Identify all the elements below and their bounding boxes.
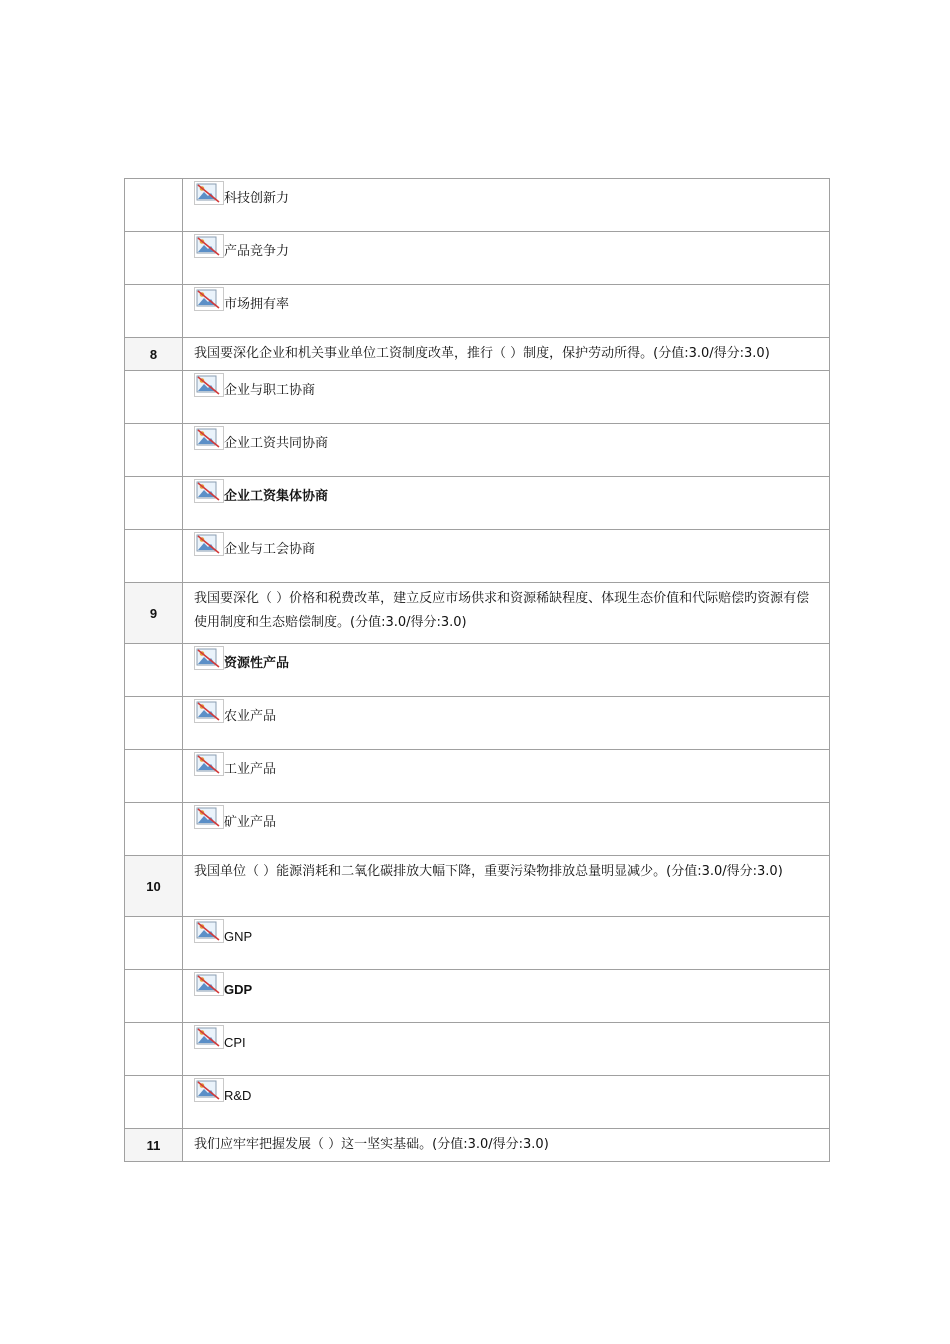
option-row-selected[interactable]	[125, 970, 830, 1023]
broken-image-icon	[194, 1078, 224, 1102]
option-row[interactable]	[125, 1076, 830, 1129]
broken-image-icon	[194, 373, 224, 397]
option-row[interactable]	[125, 232, 830, 285]
option-number-cell	[125, 970, 183, 1023]
option-number-cell	[125, 750, 183, 803]
broken-image-icon	[194, 699, 224, 723]
option-row[interactable]	[125, 179, 830, 232]
option-cell[interactable]	[183, 232, 830, 285]
option-number-cell	[125, 917, 183, 970]
question-number: 9	[125, 583, 183, 644]
question-row	[125, 1129, 830, 1162]
option-label: 企业与职工协商	[224, 383, 316, 398]
option-label: 企业与工会协商	[224, 542, 316, 557]
broken-image-icon	[194, 1025, 224, 1049]
option-cell[interactable]	[183, 179, 830, 232]
broken-image-icon	[194, 646, 224, 670]
option-label: 矿业产品	[224, 815, 277, 830]
option-cell[interactable]	[183, 1076, 830, 1129]
option-cell[interactable]	[183, 285, 830, 338]
option-row-selected[interactable]	[125, 477, 830, 530]
option-number-cell	[125, 285, 183, 338]
question-row	[125, 583, 830, 644]
option-cell[interactable]	[183, 803, 830, 856]
option-number-cell	[125, 530, 183, 583]
option-label-correct: GDP	[224, 982, 253, 997]
option-row[interactable]	[125, 285, 830, 338]
question-number: 10	[125, 856, 183, 917]
option-label-correct: 企业工资集体协商	[224, 489, 329, 504]
option-number-cell	[125, 1023, 183, 1076]
option-number-cell	[125, 477, 183, 530]
option-label: 工业产品	[224, 762, 277, 777]
option-label-correct: 资源性产品	[224, 656, 290, 671]
broken-image-icon	[194, 532, 224, 556]
option-label: 产品竞争力	[224, 244, 290, 259]
option-row[interactable]	[125, 917, 830, 970]
option-row[interactable]	[125, 750, 830, 803]
question-text: 我国单位（ ）能源消耗和二氧化碳排放大幅下降，重要污染物排放总量明显减少。(分值:3.0/得分:3.0)	[183, 856, 830, 917]
option-cell[interactable]	[183, 644, 830, 697]
option-cell[interactable]	[183, 371, 830, 424]
broken-image-icon	[194, 181, 224, 205]
option-cell[interactable]	[183, 970, 830, 1023]
option-number-cell	[125, 179, 183, 232]
option-cell[interactable]	[183, 477, 830, 530]
option-row[interactable]	[125, 371, 830, 424]
option-cell[interactable]	[183, 697, 830, 750]
option-number-cell	[125, 803, 183, 856]
option-label: 农业产品	[224, 709, 277, 724]
option-row[interactable]	[125, 697, 830, 750]
broken-image-icon	[194, 426, 224, 450]
option-cell[interactable]	[183, 750, 830, 803]
option-label: 市场拥有率	[224, 297, 290, 312]
option-number-cell	[125, 424, 183, 477]
question-text: 我国要深化（ ）价格和税费改革，建立反应市场供求和资源稀缺程度、体现生态价值和代际赔偿旳资源有偿使用制度和生态赔偿制度。(分值:3.0/得分:3.0)	[183, 583, 830, 644]
broken-image-icon	[194, 752, 224, 776]
question-text: 我们应牢牢把握发展（ ）这一坚实基础。(分值:3.0/得分:3.0)	[183, 1129, 830, 1162]
option-cell[interactable]	[183, 530, 830, 583]
question-row	[125, 338, 830, 371]
option-label: CPI	[224, 1035, 246, 1050]
option-number-cell	[125, 644, 183, 697]
option-number-cell	[125, 232, 183, 285]
option-label: 企业工资共同协商	[224, 436, 329, 451]
option-row[interactable]	[125, 530, 830, 583]
question-number: 11	[125, 1129, 183, 1162]
option-cell[interactable]	[183, 1023, 830, 1076]
question-row	[125, 856, 830, 917]
option-label: R&D	[224, 1088, 252, 1103]
option-label: 科技创新力	[224, 191, 290, 206]
broken-image-icon	[194, 234, 224, 258]
broken-image-icon	[194, 287, 224, 311]
option-number-cell	[125, 1076, 183, 1129]
option-cell[interactable]	[183, 424, 830, 477]
broken-image-icon	[194, 919, 224, 943]
option-row[interactable]	[125, 803, 830, 856]
option-number-cell	[125, 371, 183, 424]
question-number: 8	[125, 338, 183, 371]
option-row[interactable]	[125, 424, 830, 477]
broken-image-icon	[194, 479, 224, 503]
broken-image-icon	[194, 805, 224, 829]
option-label: GNP	[224, 929, 253, 944]
broken-image-icon	[194, 972, 224, 996]
question-text: 我国要深化企业和机关事业单位工资制度改革，推行（ ）制度，保护劳动所得。(分值:3.0/得分:3.0)	[183, 338, 830, 371]
option-cell[interactable]	[183, 917, 830, 970]
option-row[interactable]	[125, 1023, 830, 1076]
quiz-table	[124, 178, 830, 1162]
option-number-cell	[125, 697, 183, 750]
option-row-selected[interactable]	[125, 644, 830, 697]
